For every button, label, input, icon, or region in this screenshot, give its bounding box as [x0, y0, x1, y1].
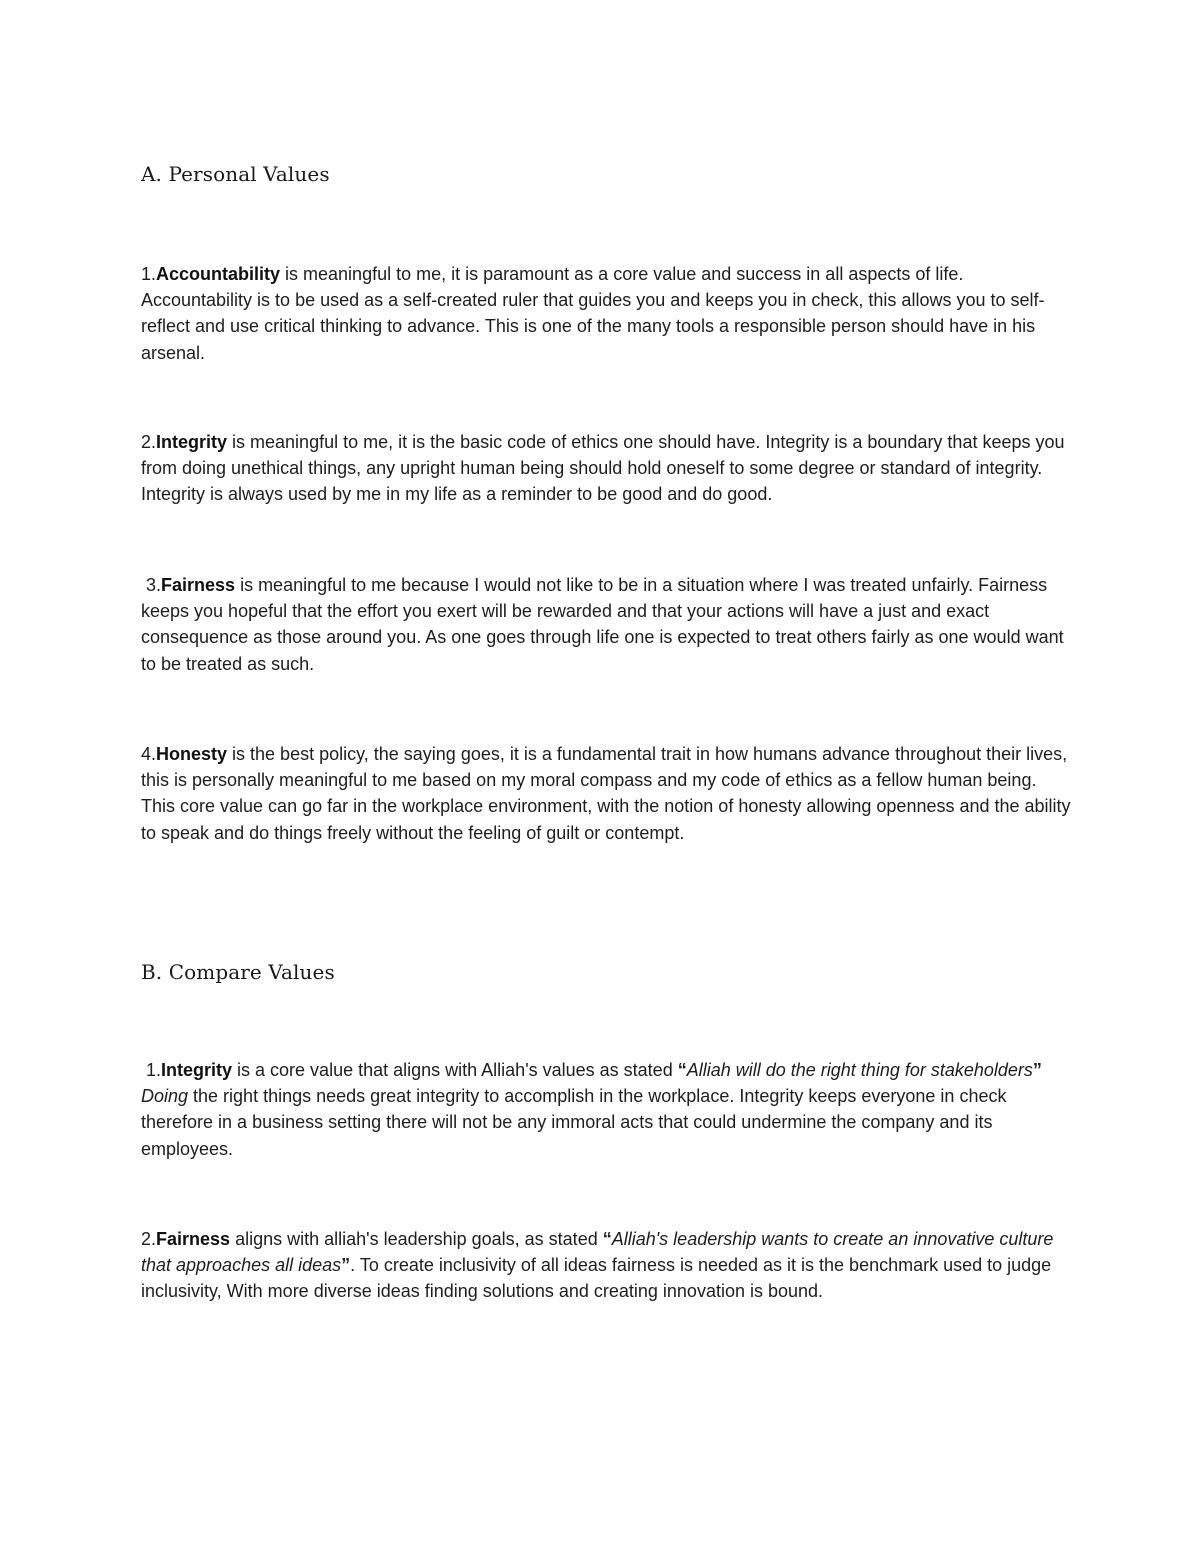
personal-value-fairness	[141, 572, 1071, 677]
personal-value-integrity	[141, 429, 1071, 508]
value-term: Integrity	[161, 1060, 233, 1080]
compare-value-fairness	[141, 1226, 1071, 1305]
italic-continuation: Doing	[141, 1086, 189, 1107]
item-number: 2.	[141, 432, 157, 452]
value-description: is a core value that aligns with Alliah's values as stated	[232, 1060, 678, 1080]
value-term: Fairness	[156, 1229, 231, 1249]
quoted-value-statement: Alliah will do the right thing for stakeholders	[686, 1060, 1033, 1080]
section-b-heading: B. Compare Values	[141, 960, 335, 984]
open-quote: “	[677, 1060, 687, 1080]
close-quote: ”	[1032, 1060, 1042, 1080]
value-description: aligns with alliah's leadership goals, as stated	[230, 1229, 603, 1249]
personal-value-honesty	[141, 741, 1071, 846]
open-quote: “	[602, 1229, 612, 1249]
value-term: Integrity	[156, 432, 228, 452]
section-a-heading: A. Personal Values	[141, 162, 330, 186]
item-number: 2.	[141, 1229, 157, 1249]
value-explanation: . To create inclusivity of all ideas fairness is needed as it is the benchmark used to judge inclusivity, With more diverse ideas finding solutions and creating innovation is bound.	[141, 1255, 1052, 1302]
compare-value-integrity	[141, 1057, 1071, 1162]
quoted-value-statement: Alliah's leadership wants to create an innovative culture that approaches all ideas	[141, 1229, 1054, 1276]
item-number: 3.	[141, 575, 162, 595]
value-description: is the best policy, the saying goes, it is a fundamental trait in how humans advance throughout their lives, this is personally meaningful to me based on my moral compass and my code of ethics as a fellow human being. This core value can go far in the workplace environment, with the notion of honesty allowing openness and the ability to speak and do things freely without the feeling of guilt or contempt.	[141, 744, 1071, 843]
value-description: is meaningful to me, it is paramount as a core value and success in all aspects of life. Accountability is to be used as a self-created ruler that guides you and keeps you in check, this allows you to self-reflect and use critical thinking to advance. This is one of the many tools a responsible person should have in his arsenal.	[141, 264, 1045, 363]
value-term: Honesty	[156, 744, 228, 764]
item-number: 4.	[141, 744, 157, 764]
personal-value-accountability	[141, 261, 1071, 366]
item-number: 1.	[141, 264, 157, 284]
close-quote: ”	[341, 1255, 351, 1276]
value-description: is meaningful to me because I would not like to be in a situation where I was treated unfairly. Fairness keeps you hopeful that the effort you exert will be rewarded and that your actions will have a just and exact consequence as those around you. As one goes through life one is expected to treat others fairly as one would want to be treated as such.	[141, 575, 1064, 674]
value-description: is meaningful to me, it is the basic code of ethics one should have. Integrity is a boundary that keeps you from doing unethical things, any upright human being should hold oneself to some degree or standard of integrity. Integrity is always used by me in my life as a reminder to be good and do good.	[141, 432, 1065, 505]
value-explanation: the right things needs great integrity to accomplish in the workplace. Integrity keeps everyone in check therefore in a business setting there will not be any immoral acts that could undermine the company and its employees.	[141, 1086, 1007, 1159]
value-term: Fairness	[161, 575, 236, 595]
value-term: Accountability	[156, 264, 281, 284]
item-number: 1.	[141, 1060, 162, 1080]
